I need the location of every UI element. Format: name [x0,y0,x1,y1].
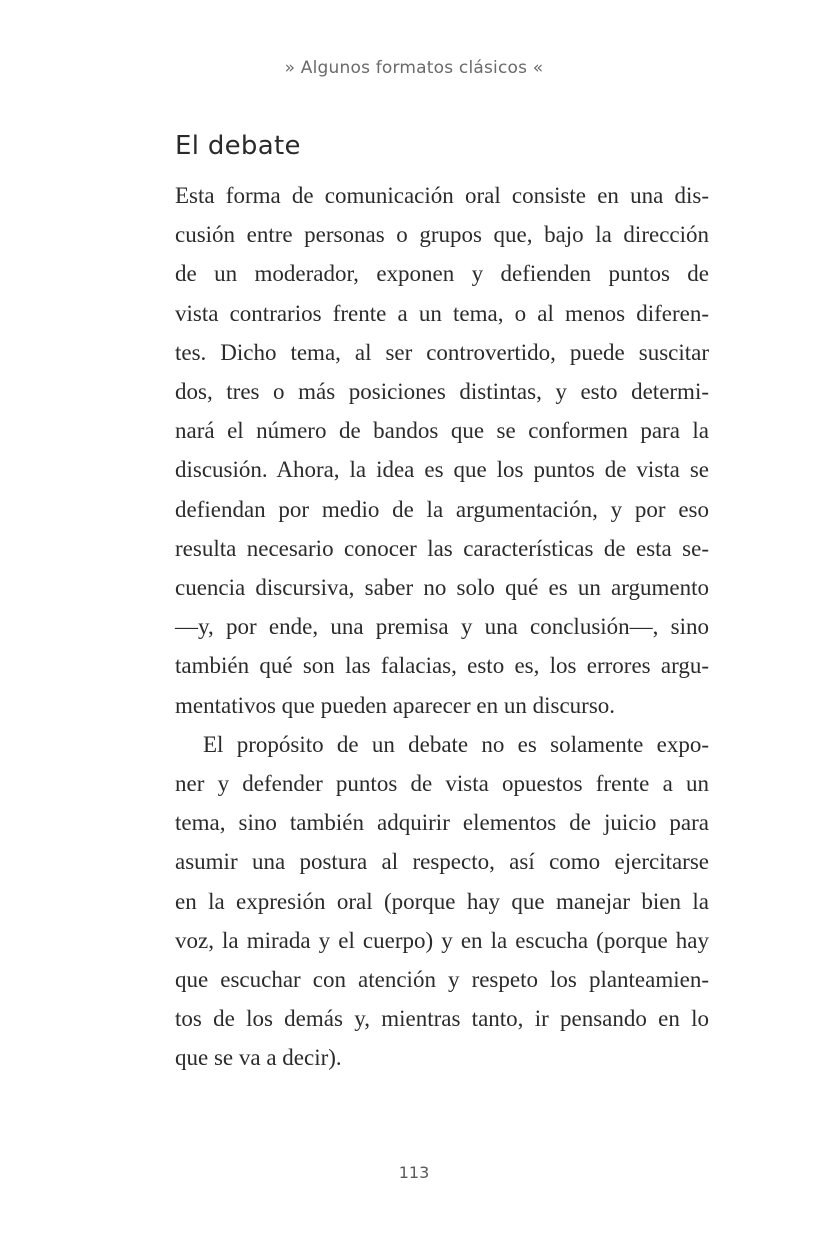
paragraph-line: tes. Dicho tema, al ser controvertido, puede suscitar [175,339,709,365]
body-text [175,176,709,1078]
paragraph-line: El propósito de un debate no es solamente expo- [203,731,709,757]
paragraph-line: vista contrarios frente a un tema, o al menos diferen- [175,300,709,326]
paragraph-line: que se va a decir). [175,1045,342,1071]
running-header: » Algunos formatos clásicos « [284,58,544,78]
page-number: 113 [398,1163,430,1182]
paragraph-1 [175,176,709,725]
paragraph-line: también qué son las falacias, esto es, los errores argu- [175,653,709,679]
paragraph-line: Esta forma de comunicación oral consiste en una dis- [175,183,709,208]
paragraph-line: de un moderador, exponen y defienden puntos de [175,261,709,287]
paragraph-line: voz, la mirada y el cuerpo) y en la escucha (porque hay [175,927,709,953]
paragraph-line: defiendan por medio de la argumentación, y por eso [175,496,709,522]
paragraph-line: que escuchar con atención y respeto los planteamien- [175,967,709,993]
paragraph-line: discusión. Ahora, la idea es que los puntos de vista se [175,457,709,483]
paragraph-line: cusión entre personas o grupos que, bajo la dirección [175,222,709,248]
section-title: El debate [175,131,301,161]
paragraph-line: resulta necesario conocer las características de esta se- [175,535,709,561]
paragraph-line: asumir una postura al respecto, así como ejercitarse [175,849,709,875]
paragraph-line: cuencia discursiva, saber no solo qué es un argumento [175,575,709,601]
paragraph-line: —y, por ende, una premisa y una conclusión—, sino [175,614,709,640]
paragraph-line: en la expresión oral (porque hay que manejar bien la [175,888,709,914]
paragraph-line: ner y defender puntos de vista opuestos frente a un [175,771,709,797]
paragraph-line: tema, sino también adquirir elementos de juicio para [175,810,709,836]
paragraph-line: nará el número de bandos que se conformen para la [175,418,709,444]
paragraph-2 [175,725,709,1078]
paragraph-line: mentativos que pueden aparecer en un discurso. [175,692,616,718]
paragraph-line: tos de los demás y, mientras tanto, ir pensando en lo [175,1006,709,1032]
paragraph-line: dos, tres o más posiciones distintas, y esto determi- [175,379,709,405]
